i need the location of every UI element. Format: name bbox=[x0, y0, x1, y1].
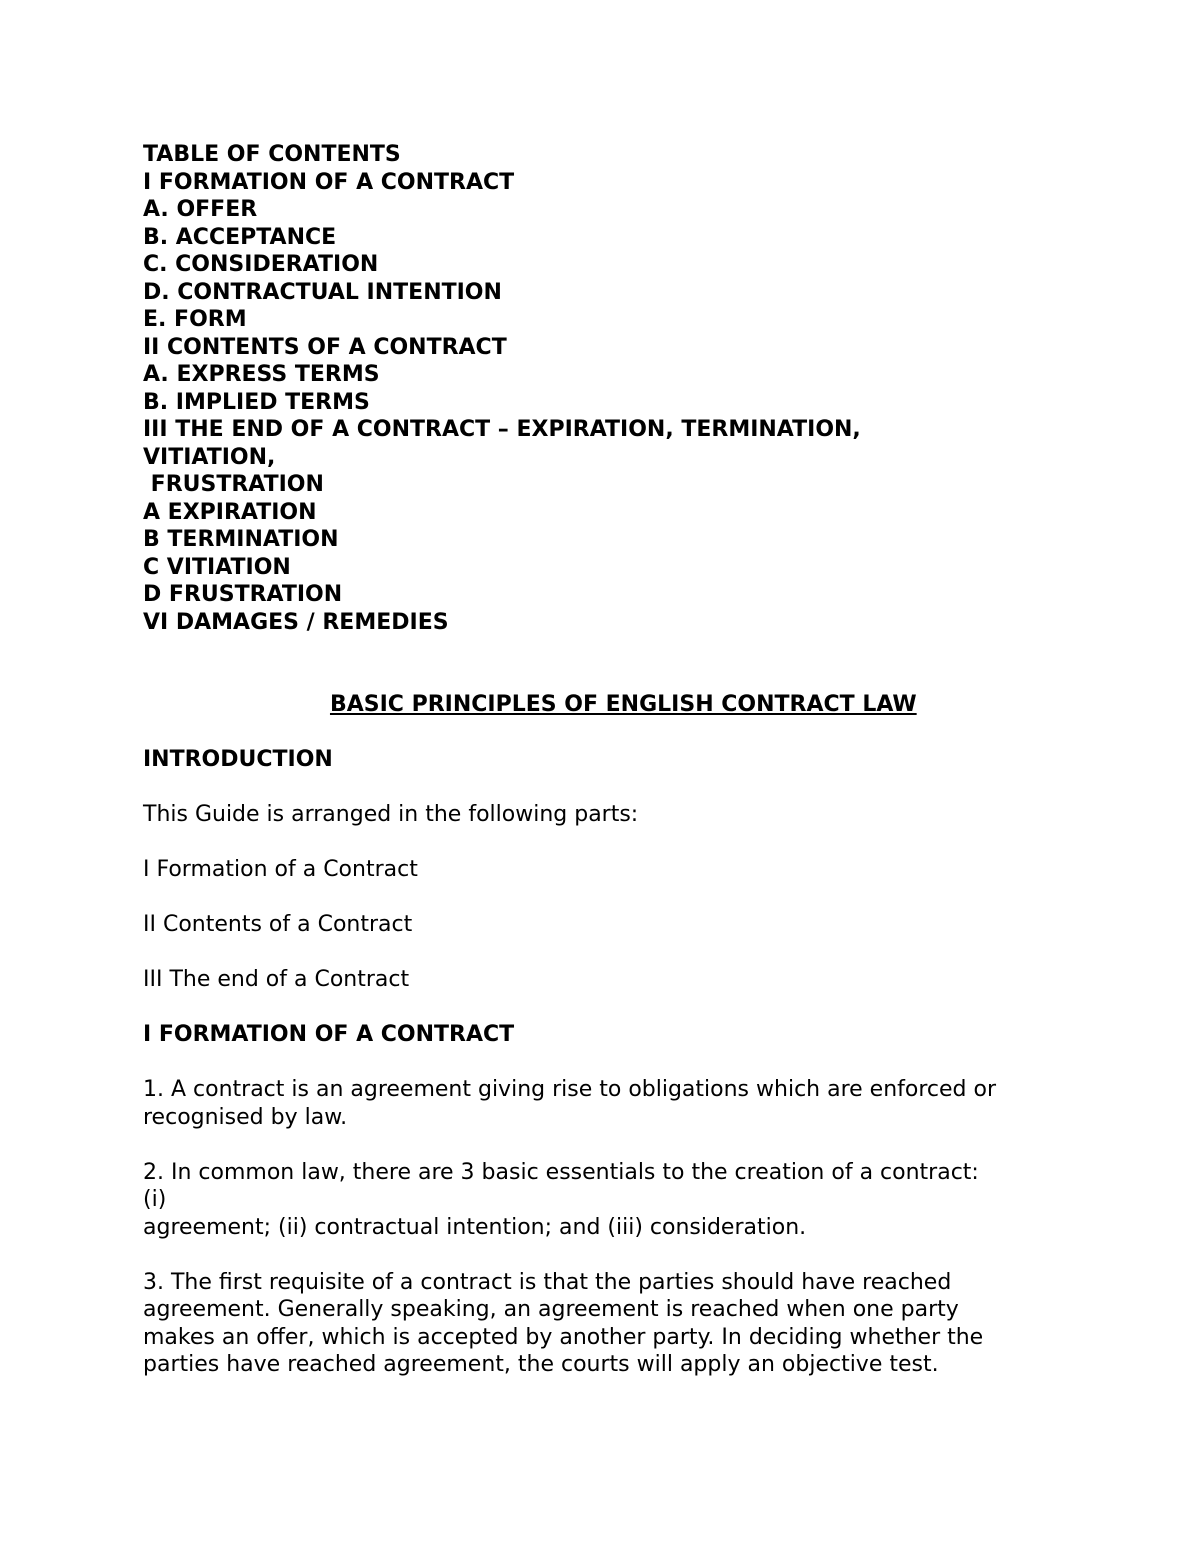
document-page bbox=[143, 141, 1073, 1379]
toc-line: III THE END OF A CONTRACT – EXPIRATION, TERMINATION, bbox=[143, 417, 861, 442]
toc-line: A. EXPRESS TERMS bbox=[143, 362, 380, 387]
introduction-part: III The end of a Contract bbox=[143, 967, 410, 992]
toc-line: C VITIATION bbox=[143, 554, 291, 580]
document-title-row bbox=[143, 664, 1073, 747]
paragraph-line: 3. The first requisite of a contract is that the parties should have reached bbox=[143, 1269, 952, 1295]
toc-line: I FORMATION OF A CONTRACT bbox=[143, 169, 515, 195]
toc-line: E. FORM bbox=[143, 307, 247, 332]
toc-line: VITIATION, bbox=[143, 444, 276, 470]
toc-line: A. OFFER bbox=[143, 197, 258, 222]
paragraph-line: recognised by law. bbox=[143, 1104, 348, 1130]
paragraph-line: agreement. Generally speaking, an agreement is reached when one party bbox=[143, 1297, 959, 1322]
introduction-part: II Contents of a Contract bbox=[143, 912, 413, 937]
paragraph-line: makes an offer, which is accepted by another party. In deciding whether the bbox=[143, 1324, 984, 1350]
toc-line: B TERMINATION bbox=[143, 527, 339, 552]
toc-line: D FRUSTRATION bbox=[143, 582, 343, 607]
toc-line: II CONTENTS OF A CONTRACT bbox=[143, 334, 507, 360]
spacer bbox=[143, 1241, 1073, 1269]
spacer bbox=[143, 884, 1073, 912]
toc-line: B. IMPLIED TERMS bbox=[143, 389, 370, 415]
paragraph-line: (i) bbox=[143, 1187, 167, 1212]
spacer bbox=[143, 774, 1073, 802]
spacer bbox=[143, 636, 1073, 664]
toc-line: B. ACCEPTANCE bbox=[143, 224, 337, 250]
toc-line: A EXPIRATION bbox=[143, 499, 317, 525]
paragraph-line: agreement; (ii) contractual intention; and (iii) consideration. bbox=[143, 1214, 807, 1240]
section-heading: I FORMATION OF A CONTRACT bbox=[143, 1022, 515, 1047]
spacer bbox=[143, 829, 1073, 857]
spacer bbox=[143, 939, 1073, 967]
introduction-lead: This Guide is arranged in the following parts: bbox=[143, 802, 639, 827]
spacer bbox=[143, 1131, 1073, 1159]
spacer bbox=[143, 994, 1073, 1022]
toc-heading: TABLE OF CONTENTS bbox=[143, 142, 401, 167]
spacer bbox=[143, 1049, 1073, 1077]
introduction-heading: INTRODUCTION bbox=[143, 747, 333, 772]
introduction-part: I Formation of a Contract bbox=[143, 857, 418, 882]
toc-line: D. CONTRACTUAL INTENTION bbox=[143, 279, 502, 305]
paragraph-line: 2. In common law, there are 3 basic essentials to the creation of a contract: bbox=[143, 1159, 979, 1185]
toc-line: C. CONSIDERATION bbox=[143, 252, 379, 277]
document-title: BASIC PRINCIPLES OF ENGLISH CONTRACT LAW bbox=[329, 692, 917, 717]
toc-line: FRUSTRATION bbox=[143, 472, 324, 497]
paragraph-line: parties have reached agreement, the courts will apply an objective test. bbox=[143, 1352, 939, 1377]
toc-line: VI DAMAGES / REMEDIES bbox=[143, 609, 449, 635]
paragraph-line: 1. A contract is an agreement giving rise to obligations which are enforced or bbox=[143, 1077, 997, 1102]
